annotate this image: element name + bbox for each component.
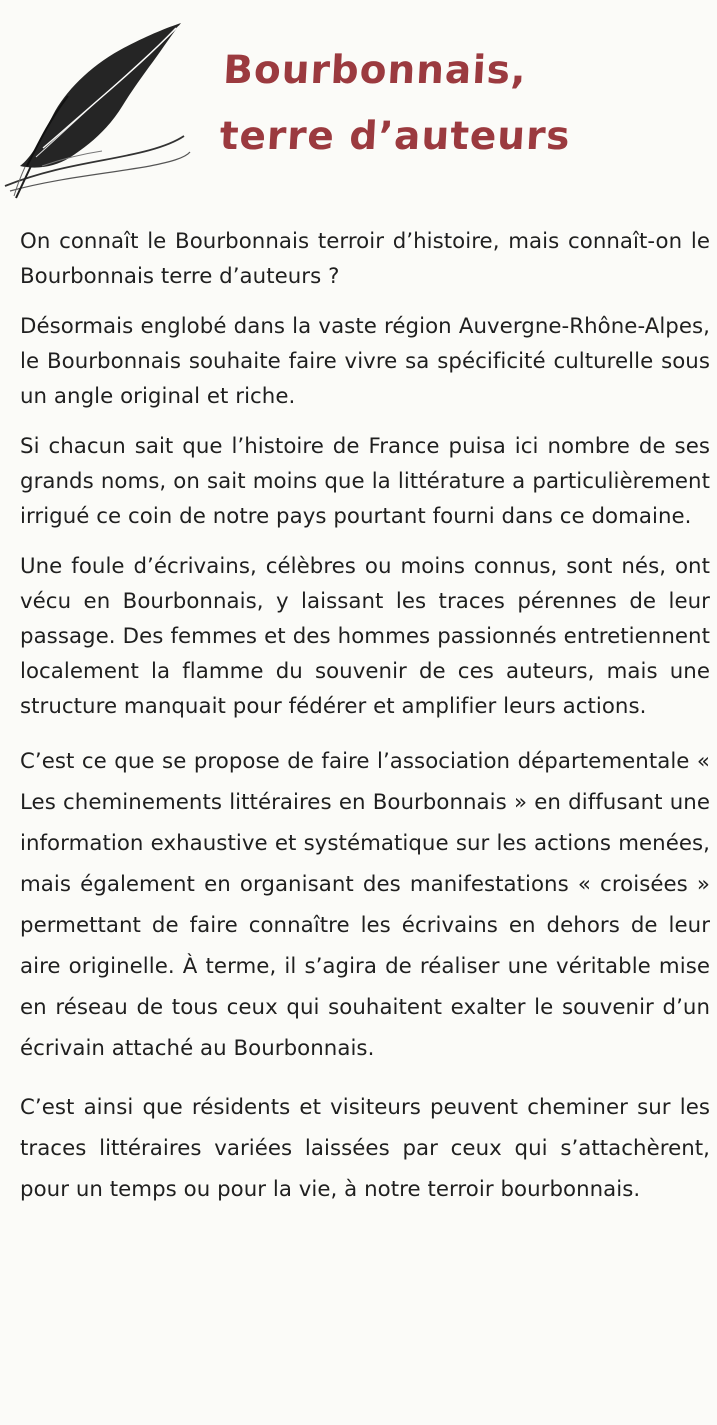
document-header: [0, 0, 717, 215]
paragraph-3: Si chacun sait que l’histoire de France puisa ici nombre de ses grands noms, on sait moins que la littérature a particulièrement irrigué ce coin de notre pays pourtant fourni dans ce domaine.: [20, 434, 710, 529]
paragraph-6: C’est ainsi que résidents et visiteurs peuvent cheminer sur les traces littéraires variées laissées par ceux qui s’attachèrent, pour un temps ou pour la vie, à notre terroir bourbonnais.: [20, 1095, 710, 1202]
title-line-1: Bourbonnais,: [222, 48, 528, 93]
paragraph-2: Désormais englobé dans la vaste région Auvergne-Rhône-Alpes, le Bourbonnais souhaite faire vivre sa spécificité culturelle sous un angle original et riche.: [20, 314, 710, 409]
article-body: [20, 224, 710, 1210]
paragraph-4: Une foule d’écrivains, célèbres ou moins connus, sont nés, ont vécu en Bourbonnais, y laissant les traces pérennes de leur passage. Des femmes et des hommes passionnés entretiennent localement la flamme du souvenir de ces auteurs, mais une structure manquait pour fédérer et amplifier leurs actions.: [20, 554, 710, 719]
paragraph-1: On connaît le Bourbonnais terroir d’histoire, mais connaît-on le Bourbonnais terre d’auteurs ?: [20, 229, 710, 289]
title-line-2: terre d’auteurs: [218, 114, 572, 159]
page-title: [218, 38, 710, 170]
paragraph-5: C’est ce que se propose de faire l’association départementale « Les cheminements littéraires en Bourbonnais » en diffusant une information exhaustive et systématique sur les actions menées, mais également en organisant des manifestations « croisées » permettant de faire connaître les écrivains en dehors de leur aire originelle. À terme, il s’agira de réaliser une véritable mise en réseau de tous ceux qui souhaitent exalter le souvenir d’un écrivain attaché au Bourbonnais.: [20, 749, 710, 1061]
quill-feather-icon: [0, 12, 210, 202]
